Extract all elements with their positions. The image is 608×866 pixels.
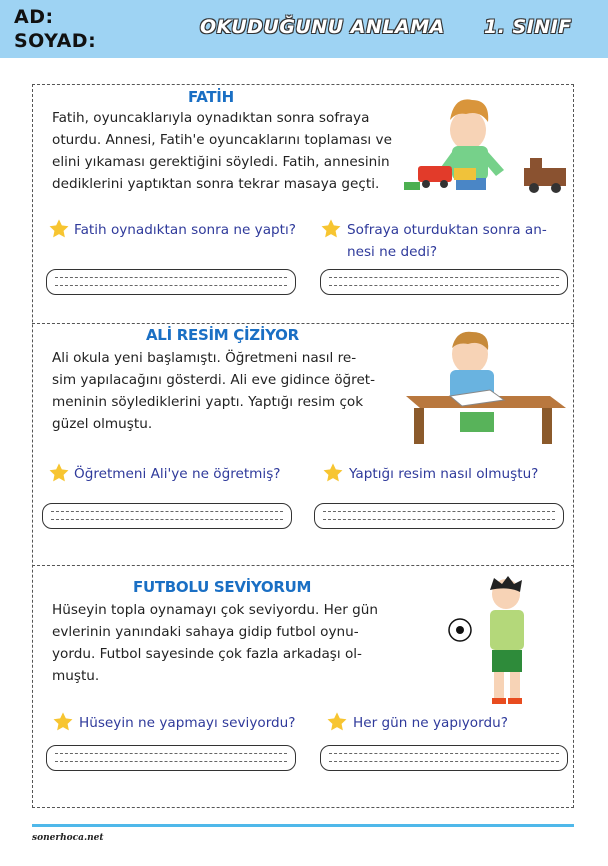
story-paragraph-fatih: Fatih, oyuncaklarıyla oynadıktan sonra sofraya oturdu. Annesi, Fatih'e oyuncaklarını toplaması ve elini yıkaması gerektiğini söyledi. Fatih, annesinin dediklerini yaptıktan sonra tekrar masaya geçti. [52, 110, 392, 192]
surname-label: SOYAD: [14, 30, 97, 52]
footer-rule [32, 824, 574, 827]
grade-label: 1. SINIF [484, 16, 572, 38]
answer-box-3[interactable] [42, 503, 292, 529]
question-6: Her gün ne yapıyordu? [353, 715, 508, 731]
question-3: Öğretmeni Ali'ye ne öğretmiş? [74, 466, 281, 482]
section-divider [32, 323, 574, 324]
worksheet-title: OKUDUĞUNU ANLAMA [200, 16, 445, 38]
story-paragraph-ali: Ali okula yeni başlamıştı. Öğretmeni nasıl re- sim yapılacağını gösterdi. Ali eve gidince öğret- meninin söylediklerini yaptı. Yaptığı resim çok güzel olmuştu. [52, 350, 376, 432]
section-title-fatih: FATİH [188, 88, 234, 106]
section-title-ali: ALİ RESİM ÇİZİYOR [146, 326, 299, 344]
story-paragraph-futbol: Hüseyin topla oynamayı çok seviyordu. Her gün evlerinin yanındaki sahaya gidip futbol oynu- yordu. Futbol sayesinde çok fazla arkadaşı ol- muştu. [52, 602, 378, 684]
boy-football-illustration [446, 574, 546, 706]
section-divider [32, 565, 574, 566]
footer-website: sonerhoca.net [32, 833, 104, 843]
answer-box-4[interactable] [314, 503, 564, 529]
answer-box-5[interactable] [46, 745, 296, 771]
answer-box-2[interactable] [320, 269, 568, 295]
name-label: AD: [14, 6, 54, 28]
star-icon [320, 218, 342, 240]
star-icon [326, 711, 348, 733]
section-title-futbol: FUTBOLU SEVİYORUM [133, 578, 312, 596]
star-icon [52, 711, 74, 733]
answer-box-6[interactable] [320, 745, 568, 771]
star-icon [48, 218, 70, 240]
question-1: Fatih oynadıktan sonra ne yaptı? [74, 222, 297, 238]
question-5: Hüseyin ne yapmayı seviyordu? [79, 715, 296, 731]
boy-playing-toys-illustration [396, 86, 576, 198]
question-4: Yaptığı resim nasıl olmuştu? [349, 466, 539, 482]
star-icon [48, 462, 70, 484]
answer-box-1[interactable] [46, 269, 296, 295]
boy-drawing-illustration [400, 326, 570, 450]
star-icon [322, 462, 344, 484]
question-2: Sofraya oturduktan sonra an- nesi ne dedi? [347, 222, 547, 260]
